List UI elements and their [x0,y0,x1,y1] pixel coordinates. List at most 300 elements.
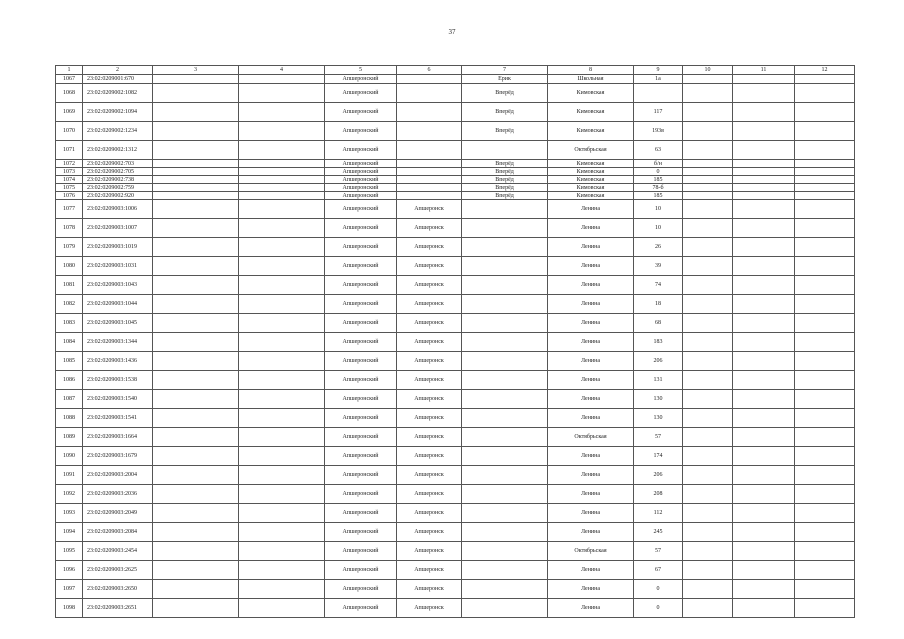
empty-cell [795,141,855,160]
city-cell: Апшеронск [397,523,462,542]
city-cell: Апшеронск [397,276,462,295]
empty-cell [683,238,733,257]
empty-cell [733,200,795,219]
table-row [56,466,855,485]
empty-cell [153,257,239,276]
street-cell: Ленина [548,219,634,238]
house-number-cell: 57 [634,428,683,447]
empty-cell [239,504,325,523]
empty-cell [733,122,795,141]
cadastral-number-cell: 23:02:0209002:1082 [83,84,153,103]
empty-cell [239,219,325,238]
row-number-cell: 1072 [56,160,83,168]
city-cell [397,75,462,84]
empty-cell [733,75,795,84]
row-number-cell: 1091 [56,466,83,485]
district-cell: Апшеронский [325,238,397,257]
city-cell: Апшеронск [397,580,462,599]
house-number-cell: 245 [634,523,683,542]
city-cell: Апшеронск [397,200,462,219]
settlement-cell: Вперёд [462,160,548,168]
empty-cell [683,122,733,141]
empty-cell [795,580,855,599]
column-number: 9 [634,66,683,75]
district-cell: Апшеронский [325,314,397,333]
district-cell: Апшеронский [325,176,397,184]
column-number: 6 [397,66,462,75]
house-number-cell: 185 [634,176,683,184]
empty-cell [153,184,239,192]
settlement-cell [462,276,548,295]
empty-cell [795,295,855,314]
row-number-cell: 1069 [56,103,83,122]
district-cell: Апшеронский [325,390,397,409]
table-row [56,333,855,352]
column-number: 1 [56,66,83,75]
column-number: 7 [462,66,548,75]
settlement-cell [462,599,548,618]
settlement-cell: Вперёд [462,122,548,141]
house-number-cell: 57 [634,542,683,561]
street-cell: Ленина [548,333,634,352]
cadastral-number-cell: 23:02:0209002:1094 [83,103,153,122]
table-row [56,141,855,160]
empty-cell [733,333,795,352]
empty-cell [795,504,855,523]
empty-cell [733,192,795,200]
column-number-row [56,66,855,75]
settlement-cell [462,409,548,428]
column-number: 10 [683,66,733,75]
cadastral-number-cell: 23:02:0209003:1436 [83,352,153,371]
city-cell: Апшеронск [397,599,462,618]
empty-cell [733,257,795,276]
district-cell: Апшеронский [325,447,397,466]
empty-cell [795,542,855,561]
cadastral-number-cell: 23:02:0209003:1043 [83,276,153,295]
empty-cell [239,238,325,257]
empty-cell [683,599,733,618]
settlement-cell [462,466,548,485]
empty-cell [239,141,325,160]
street-cell: Кимовская [548,103,634,122]
empty-cell [795,103,855,122]
settlement-cell: Вперёд [462,176,548,184]
street-cell: Ленина [548,580,634,599]
empty-cell [683,295,733,314]
district-cell: Апшеронский [325,192,397,200]
cadastral-number-cell: 23:02:0209003:1679 [83,447,153,466]
cadastral-number-cell: 23:02:0209003:2454 [83,542,153,561]
house-number-cell: 206 [634,352,683,371]
table-row [56,504,855,523]
empty-cell [153,141,239,160]
empty-cell [733,141,795,160]
empty-cell [733,371,795,390]
row-number-cell: 1075 [56,184,83,192]
district-cell: Апшеронский [325,561,397,580]
house-number-cell: 0 [634,168,683,176]
column-number: 4 [239,66,325,75]
house-number-cell: 26 [634,238,683,257]
register-table [55,65,855,618]
empty-cell [733,428,795,447]
settlement-cell [462,314,548,333]
row-number-cell: 1079 [56,238,83,257]
empty-cell [795,238,855,257]
district-cell: Апшеронский [325,504,397,523]
empty-cell [795,122,855,141]
district-cell: Апшеронский [325,122,397,141]
district-cell: Апшеронский [325,409,397,428]
cadastral-number-cell: 23:02:0209003:1541 [83,409,153,428]
house-number-cell: 63 [634,141,683,160]
settlement-cell [462,523,548,542]
empty-cell [733,176,795,184]
empty-cell [733,219,795,238]
settlement-cell: Вперёд [462,184,548,192]
page-number: 37 [448,28,456,36]
table-row [56,295,855,314]
street-cell: Ленина [548,352,634,371]
column-number: 8 [548,66,634,75]
district-cell: Апшеронский [325,295,397,314]
empty-cell [733,184,795,192]
empty-cell [239,84,325,103]
empty-cell [153,219,239,238]
empty-cell [733,504,795,523]
district-cell: Апшеронский [325,352,397,371]
settlement-cell: Вперёд [462,103,548,122]
cadastral-number-cell: 23:02:0209003:2625 [83,561,153,580]
district-cell: Апшеронский [325,160,397,168]
empty-cell [683,314,733,333]
empty-cell [153,409,239,428]
table-row [56,200,855,219]
empty-cell [795,184,855,192]
house-number-cell: 39 [634,257,683,276]
empty-cell [683,219,733,238]
cadastral-number-cell: 23:02:0209003:1031 [83,257,153,276]
house-number-cell: 78-б [634,184,683,192]
empty-cell [239,257,325,276]
city-cell: Апшеронск [397,504,462,523]
city-cell [397,160,462,168]
empty-cell [239,168,325,176]
row-number-cell: 1088 [56,409,83,428]
empty-cell [683,160,733,168]
street-cell: Кимовская [548,168,634,176]
row-number-cell: 1096 [56,561,83,580]
settlement-cell [462,485,548,504]
street-cell: Ленина [548,466,634,485]
empty-cell [153,192,239,200]
table-row [56,542,855,561]
house-number-cell: 117 [634,103,683,122]
cadastral-number-cell: 23:02:0209003:2049 [83,504,153,523]
district-cell: Апшеронский [325,257,397,276]
house-number-cell: 208 [634,485,683,504]
empty-cell [239,184,325,192]
district-cell: Апшеронский [325,599,397,618]
table-row [56,447,855,466]
table-row [56,409,855,428]
district-cell: Апшеронский [325,371,397,390]
row-number-cell: 1071 [56,141,83,160]
table-row [56,314,855,333]
empty-cell [239,409,325,428]
empty-cell [153,84,239,103]
empty-cell [683,184,733,192]
empty-cell [683,168,733,176]
column-number: 5 [325,66,397,75]
table-row [56,428,855,447]
row-number-cell: 1085 [56,352,83,371]
cadastral-number-cell: 23:02:0209003:1006 [83,200,153,219]
empty-cell [733,295,795,314]
cadastral-number-cell: 23:02:0209002:920 [83,192,153,200]
row-number-cell: 1093 [56,504,83,523]
house-number-cell: 112 [634,504,683,523]
empty-cell [795,200,855,219]
cadastral-number-cell: 23:02:0209003:2651 [83,599,153,618]
empty-cell [733,160,795,168]
settlement-cell [462,219,548,238]
street-cell: Октябрьская [548,428,634,447]
district-cell: Апшеронский [325,466,397,485]
empty-cell [733,238,795,257]
empty-cell [795,257,855,276]
row-number-cell: 1073 [56,168,83,176]
empty-cell [733,580,795,599]
street-cell: Ленина [548,257,634,276]
city-cell [397,176,462,184]
empty-cell [795,314,855,333]
district-cell: Апшеронский [325,219,397,238]
empty-cell [683,523,733,542]
empty-cell [733,485,795,504]
street-cell: Ленина [548,409,634,428]
row-number-cell: 1092 [56,485,83,504]
district-cell: Апшеронский [325,542,397,561]
district-cell: Апшеронский [325,168,397,176]
empty-cell [239,599,325,618]
empty-cell [153,75,239,84]
house-number-cell: 193в [634,122,683,141]
empty-cell [683,103,733,122]
empty-cell [239,295,325,314]
empty-cell [153,447,239,466]
cadastral-number-cell: 23:02:0209003:1007 [83,219,153,238]
city-cell [397,141,462,160]
district-cell: Апшеронский [325,485,397,504]
empty-cell [733,409,795,428]
city-cell: Апшеронск [397,542,462,561]
house-number-cell: 206 [634,466,683,485]
empty-cell [733,466,795,485]
empty-cell [153,295,239,314]
empty-cell [683,561,733,580]
street-cell: Ленина [548,504,634,523]
empty-cell [239,466,325,485]
settlement-cell: Вперёд [462,192,548,200]
empty-cell [239,580,325,599]
street-cell: Ленина [548,200,634,219]
row-number-cell: 1074 [56,176,83,184]
city-cell: Апшеронск [397,219,462,238]
empty-cell [153,485,239,504]
house-number-cell: 185 [634,192,683,200]
empty-cell [733,168,795,176]
street-cell: Ленина [548,276,634,295]
row-number-cell: 1094 [56,523,83,542]
row-number-cell: 1070 [56,122,83,141]
empty-cell [239,333,325,352]
table-row [56,192,855,200]
table-row [56,523,855,542]
empty-cell [733,276,795,295]
cadastral-number-cell: 23:02:0209003:1344 [83,333,153,352]
city-cell: Апшеронск [397,257,462,276]
empty-cell [795,371,855,390]
empty-cell [795,84,855,103]
street-cell: Ленина [548,447,634,466]
empty-cell [239,561,325,580]
row-number-cell: 1098 [56,599,83,618]
street-cell: Кимовская [548,192,634,200]
empty-cell [153,580,239,599]
empty-cell [683,352,733,371]
district-cell: Апшеронский [325,428,397,447]
table-row [56,168,855,176]
table-row [56,184,855,192]
empty-cell [239,371,325,390]
house-number-cell: 68 [634,314,683,333]
empty-cell [795,485,855,504]
house-number-cell [634,84,683,103]
empty-cell [795,390,855,409]
empty-cell [683,504,733,523]
city-cell: Апшеронск [397,238,462,257]
district-cell: Апшеронский [325,184,397,192]
empty-cell [153,523,239,542]
house-number-cell: 10 [634,200,683,219]
empty-cell [153,276,239,295]
house-number-cell: 10 [634,219,683,238]
row-number-cell: 1076 [56,192,83,200]
city-cell [397,122,462,141]
city-cell: Апшеронск [397,447,462,466]
row-number-cell: 1082 [56,295,83,314]
settlement-cell: Вперёд [462,168,548,176]
settlement-cell: Ерик [462,75,548,84]
empty-cell [683,75,733,84]
street-cell: Кимовская [548,160,634,168]
empty-cell [153,314,239,333]
empty-cell [239,192,325,200]
city-cell: Апшеронск [397,466,462,485]
row-number-cell: 1083 [56,314,83,333]
city-cell: Апшеронск [397,314,462,333]
table-row [56,352,855,371]
street-cell: Кимовская [548,176,634,184]
city-cell [397,192,462,200]
district-cell: Апшеронский [325,141,397,160]
empty-cell [683,276,733,295]
row-number-cell: 1086 [56,371,83,390]
empty-cell [795,219,855,238]
table-row [56,371,855,390]
cadastral-number-cell: 23:02:0209003:1044 [83,295,153,314]
empty-cell [239,276,325,295]
row-number-cell: 1095 [56,542,83,561]
empty-cell [795,192,855,200]
row-number-cell: 1078 [56,219,83,238]
empty-cell [795,352,855,371]
cadastral-number-cell: 23:02:0209003:2650 [83,580,153,599]
table-row [56,580,855,599]
settlement-cell [462,542,548,561]
house-number-cell: 0 [634,599,683,618]
city-cell [397,184,462,192]
empty-cell [239,75,325,84]
cadastral-number-cell: 23:02:0209003:1045 [83,314,153,333]
settlement-cell [462,371,548,390]
city-cell: Апшеронск [397,485,462,504]
city-cell: Апшеронск [397,409,462,428]
house-number-cell: 0 [634,580,683,599]
empty-cell [795,75,855,84]
street-cell: Октябрьская [548,542,634,561]
empty-cell [153,504,239,523]
empty-cell [153,160,239,168]
empty-cell [239,428,325,447]
city-cell: Апшеронск [397,295,462,314]
settlement-cell [462,390,548,409]
street-cell: Ленина [548,371,634,390]
cadastral-number-cell: 23:02:0209002:703 [83,160,153,168]
district-cell: Апшеронский [325,103,397,122]
cadastral-number-cell: 23:02:0209003:2004 [83,466,153,485]
row-number-cell: 1080 [56,257,83,276]
district-cell: Апшеронский [325,580,397,599]
cadastral-number-cell: 23:02:0209003:2036 [83,485,153,504]
empty-cell [153,200,239,219]
district-cell: Апшеронский [325,200,397,219]
empty-cell [239,542,325,561]
settlement-cell [462,257,548,276]
table-row [56,390,855,409]
row-number-cell: 1077 [56,200,83,219]
empty-cell [733,523,795,542]
cadastral-number-cell: 23:02:0209001:670 [83,75,153,84]
settlement-cell: Вперёд [462,84,548,103]
empty-cell [733,84,795,103]
cadastral-number-cell: 23:02:0209003:1540 [83,390,153,409]
district-cell: Апшеронский [325,333,397,352]
empty-cell [153,599,239,618]
empty-cell [153,333,239,352]
empty-cell [683,371,733,390]
settlement-cell [462,141,548,160]
street-cell: Школьная [548,75,634,84]
empty-cell [153,428,239,447]
settlement-cell [462,580,548,599]
cadastral-number-cell: 23:02:0209002:705 [83,168,153,176]
register-body [56,66,855,618]
street-cell: Ленина [548,599,634,618]
empty-cell [683,447,733,466]
